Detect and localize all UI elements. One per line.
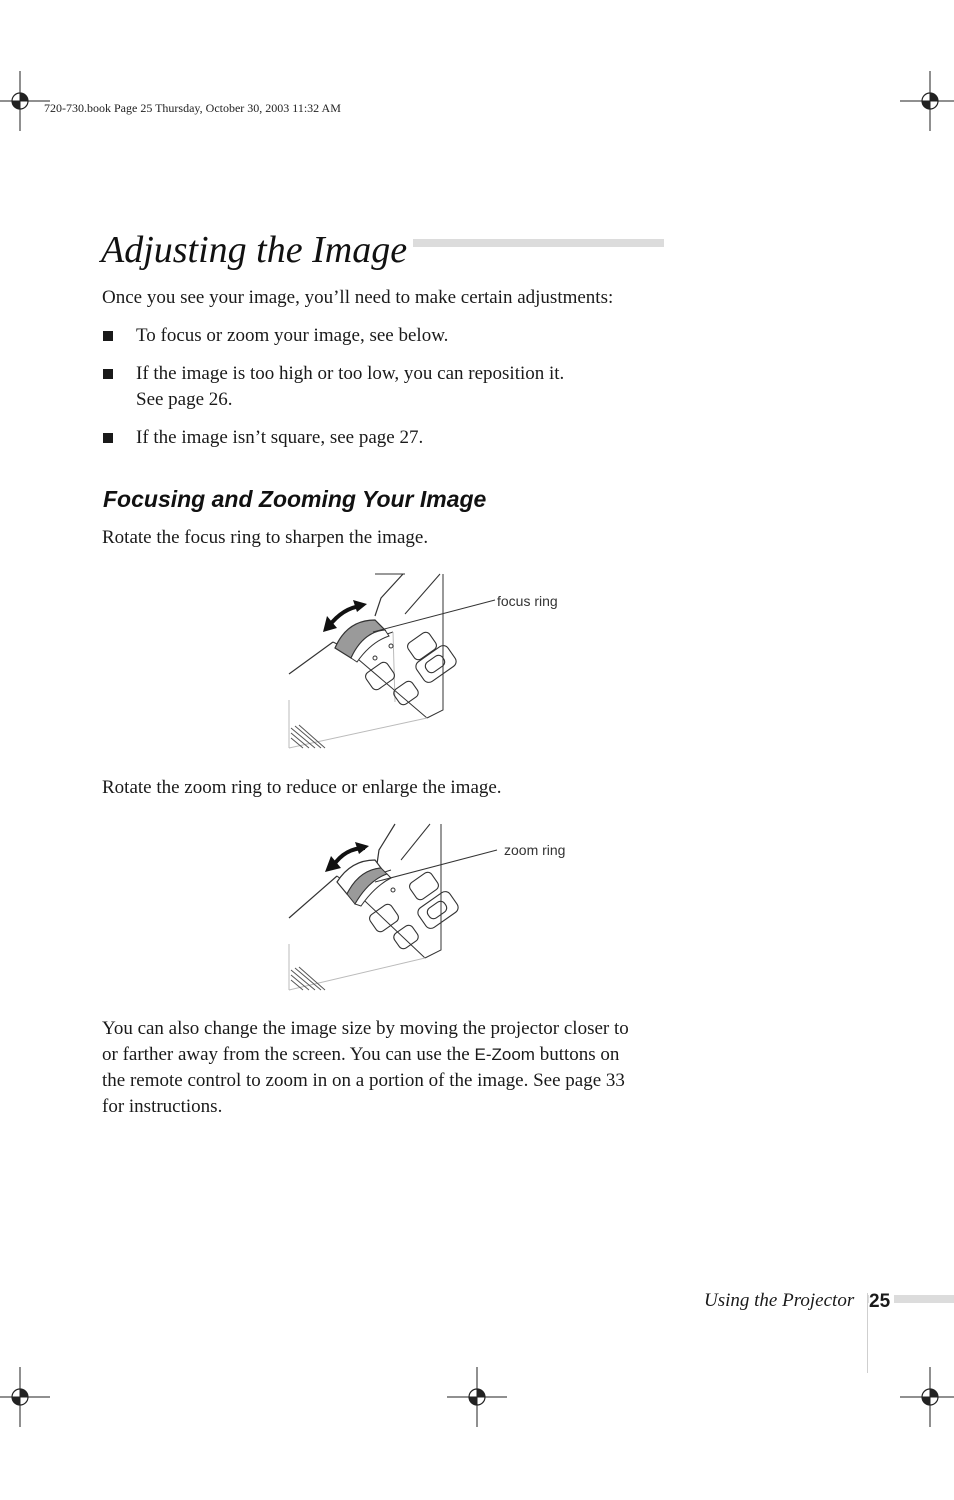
registration-mark-icon [0, 71, 50, 131]
zoom-ring-callout: zoom ring [504, 842, 566, 858]
e-zoom-key-label: E-Zoom [474, 1045, 535, 1064]
bullet-text: If the image isn’t square, see page 27. [136, 427, 424, 448]
zoom-instruction: Rotate the zoom ring to reduce or enlarge the image. [102, 777, 502, 798]
closing-line [102, 1042, 629, 1068]
closing-line: You can also change the image size by moving the projector closer to [102, 1018, 629, 1039]
page-number: 25 [869, 1291, 894, 1313]
bullet-text: If the image is too high or too low, you can reposition it. [136, 363, 565, 384]
closing-paragraph [102, 1016, 629, 1120]
registration-mark-icon [900, 71, 954, 131]
bullet-text-continued: See page 26. [136, 389, 233, 410]
focus-ring-callout: focus ring [497, 593, 558, 609]
footer-section-title: Using the Projector [704, 1290, 855, 1311]
focus-instruction: Rotate the focus ring to sharpen the image. [102, 527, 429, 548]
closing-line-part: buttons on [534, 1044, 620, 1065]
page-title: Adjusting the Image [101, 225, 413, 275]
closing-line-part: or farther away from the screen. You can use the [102, 1044, 475, 1065]
registration-mark-icon [0, 1367, 50, 1427]
registration-mark-icon [900, 1367, 954, 1427]
closing-line: for instructions. [102, 1096, 223, 1117]
registration-mark-icon [447, 1367, 507, 1427]
bullet-square-icon [103, 369, 113, 379]
book-info-header: 720-730.book Page 25 Thursday, October 30, 2003 11:32 AM [44, 101, 341, 115]
footer-vertical-rule [867, 1293, 868, 1373]
bullet-square-icon [103, 331, 113, 341]
bullet-text: To focus or zoom your image, see below. [136, 325, 449, 346]
section-heading: Focusing and Zooming Your Image [103, 486, 487, 512]
closing-line: the remote control to zoom in on a portion of the image. See page 33 [102, 1070, 625, 1091]
bullet-square-icon [103, 433, 113, 443]
intro-paragraph: Once you see your image, you’ll need to make certain adjustments: [102, 287, 614, 308]
